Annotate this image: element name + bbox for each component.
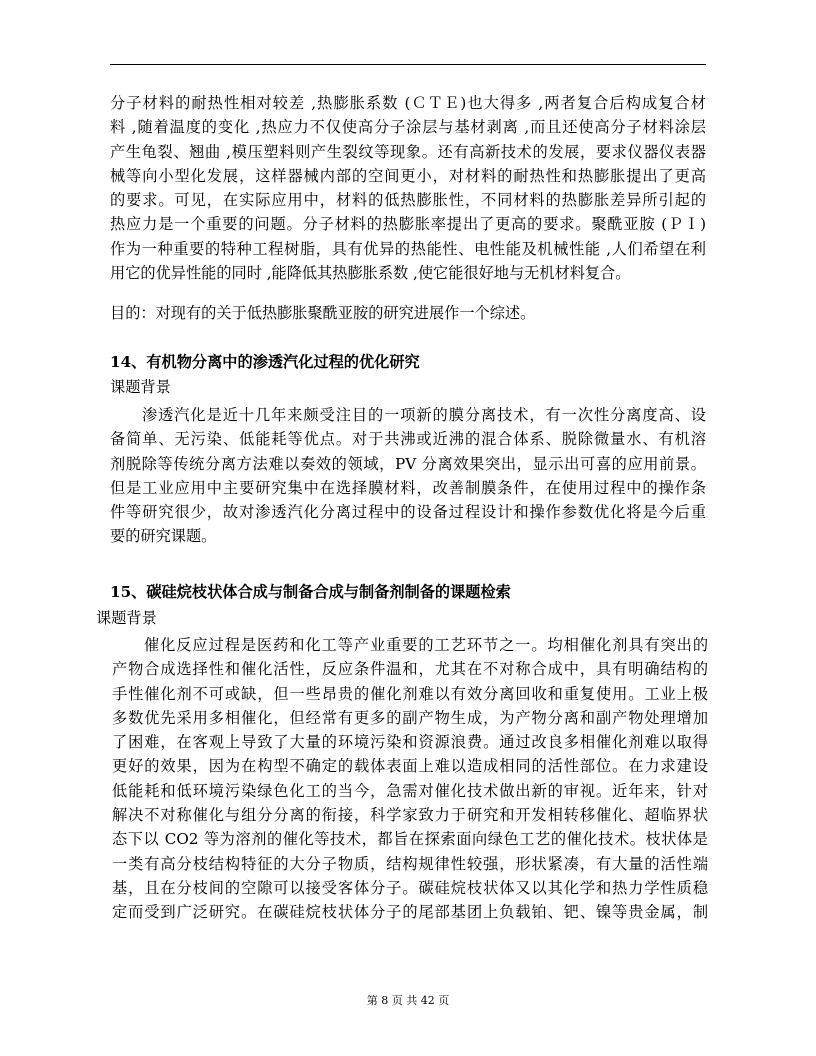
page-number: 第 8 页 共 42 页 <box>366 994 450 1007</box>
text-line: 一类有高分枝结构特征的大分子物质，结构规律性较强，形状紧凑，有大量的活性端 <box>112 854 708 873</box>
text-line: 了困难，在客观上导致了大量的环境污染和资源浪费。通过改良多相催化剂难以取得 <box>112 733 708 752</box>
section-14-label: 课题背景 <box>110 378 171 396</box>
text-line: 低能耗和低环境污染绿色化工的当今，急需对催化技术做出新的审视。近年来，针对 <box>112 781 708 800</box>
text-line: 要的研究课题。 <box>110 527 217 546</box>
text-line: 态下以 CO2 等为溶剂的催化等技术，都旨在探索面向绿色工艺的催化技术。枝状体是 <box>112 830 708 849</box>
text-line: 多数优先采用多相催化，但经常有更多的副产物生成，为产物分离和副产物处理增加 <box>112 708 708 727</box>
purpose-line: 目的：对现有的关于低热膨胀聚酰亚胺的研究进展作一个综述。 <box>110 304 536 322</box>
text-line: 剂脱除等传统分离方法难以奏效的领域，PV 分离效果突出，显示出可喜的应用前景。 <box>110 454 706 473</box>
text-line: 用它的优异性能的同时 ,能降低其热膨胀系数 ,使它能很好地与无机材料复合。 <box>110 264 631 283</box>
text-line: 的要求。可见，在实际应用中，材料的低热膨胀性，不同材料的热膨胀差异所引起的 <box>110 191 706 210</box>
text-line: 备简单、无污染、低能耗等优点。对于共沸或近沸的混合体系、脱除微量水、有机溶 <box>110 430 706 449</box>
header-rule <box>110 64 706 65</box>
section-15-title: 15、碳硅烷枝状体合成与制备合成与制备剂制备的课题检索 <box>110 583 511 601</box>
text-line: 分子材料的耐热性相对较差 ,热膨胀系数 (ＣＴＥ)也大得多 ,两者复合后构成复合材 <box>110 94 706 112</box>
section-15-label: 课题背景 <box>96 609 157 627</box>
text-line: 解决不对称催化与组分分离的衔接，科学家致力于研究和开发相转移催化、超临界状 <box>112 806 708 825</box>
text-line: 产物合成选择性和催化活性，反应条件温和，尤其在不对称合成中，具有明确结构的 <box>112 660 708 679</box>
text-line: 定而受到广泛研究。在碳硅烷枝状体分子的尾部基团上负载铂、钯、镍等贵金属，制 <box>112 903 708 922</box>
text-line: 基，且在分枝间的空隙可以接受客体分子。碳硅烷枝状体又以其化学和热力学性质稳 <box>112 878 708 897</box>
text-line: 产生龟裂、翘曲 ,模压塑料则产生裂纹等现象。还有高新技术的发展，要求仪器仪表器 <box>110 142 706 161</box>
text-line: 作为一种重要的特种工程树脂，具有优异的热能性、电性能及机械性能 ,人们希望在利 <box>110 239 706 258</box>
text-line: 手性催化剂不可或缺，但一些昂贵的催化剂难以有效分离回收和重复使用。工业上极 <box>112 684 708 703</box>
intro-paragraph <box>110 91 706 285</box>
text-line: 催化反应过程是医药和化工等产业重要的工艺环节之一。均相催化剂具有突出的 <box>144 636 708 654</box>
text-line: 件等研究很少，故对渗透汽化分离过程中的设备过程设计和操作参数优化将是今后重 <box>110 503 706 522</box>
text-line: 但是工业应用中主要研究集中在选择膜材料，改善制膜条件，在使用过程中的操作条 <box>110 478 706 497</box>
text-line: 更好的效果，因为在构型不确定的载体表面上难以造成相同的活性部位。在力求建设 <box>112 757 708 776</box>
section-14-title: 14、有机物分离中的渗透汽化过程的优化研究 <box>110 353 420 371</box>
text-line: 料 ,随着温度的变化 ,热应力不仅使高分子涂层与基材剥离 ,而且还使高分子材料涂层 <box>110 118 706 137</box>
text-line: 渗透汽化是近十几年来颇受注目的一项新的膜分离技术，有一次性分离度高、设 <box>142 406 706 424</box>
section-15-paragraph <box>112 633 708 925</box>
text-line: 械等向小型化发展，这样器械内部的空间更小，对材料的耐热性和热膨胀提出了更高 <box>110 166 706 185</box>
section-14-paragraph <box>110 403 706 549</box>
text-line: 热应力是一个重要的问题。分子材料的热膨胀率提出了更高的要求。聚酰亚胺 (ＰＩ) <box>110 215 706 234</box>
